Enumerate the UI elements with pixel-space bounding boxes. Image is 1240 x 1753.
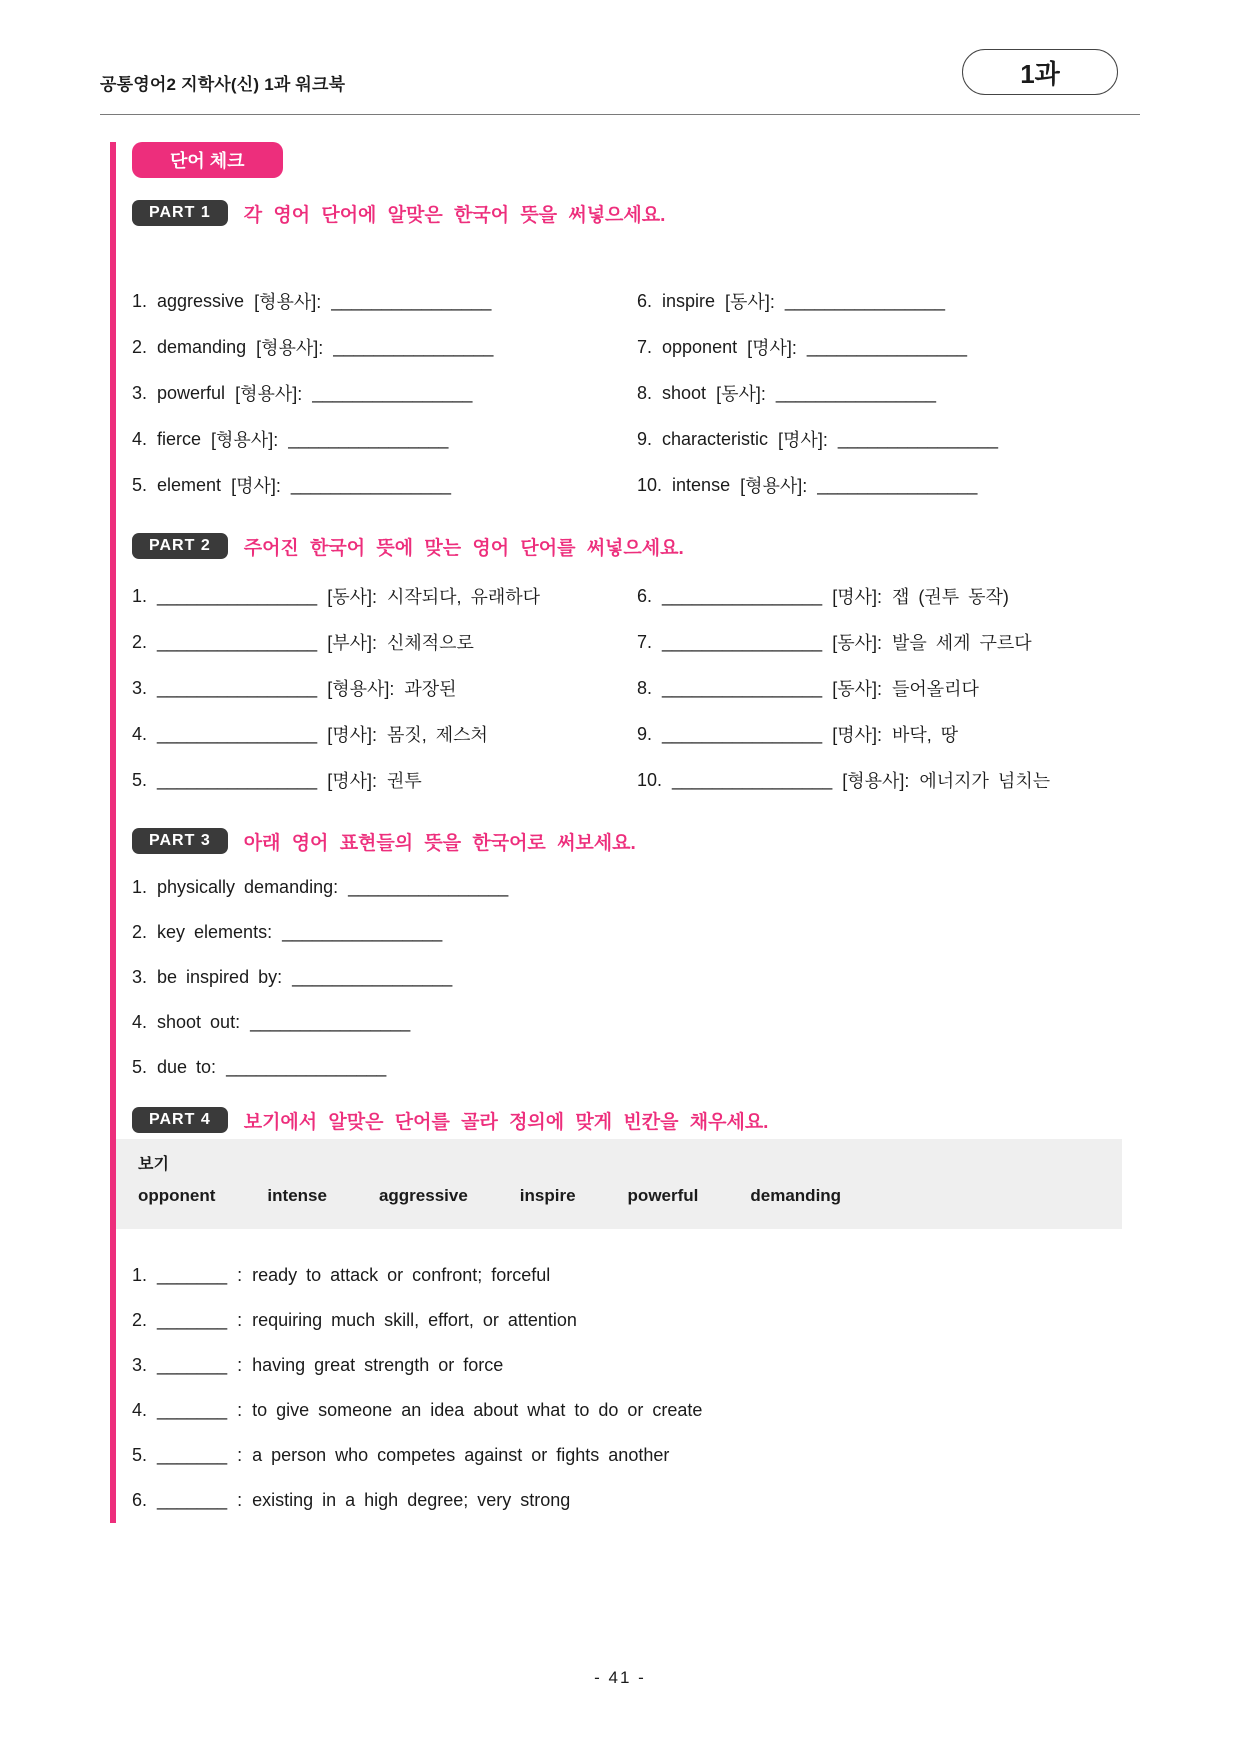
answer-blank: ________________ [662,585,823,606]
part3-item-4 [132,1000,1122,1045]
answer-blank: ________________ [662,677,823,698]
korean-meaning: 시작되다, 유래하다 [386,587,541,607]
part3-item-5 [132,1045,1122,1090]
part1-items [132,278,1122,508]
definition-text: ready to attack or confront; forceful [252,1265,551,1285]
part2-badge: PART 2 [132,533,228,559]
item-number: 4. [132,1012,148,1032]
answer-blank: ________________ [290,474,452,495]
korean-meaning: 잽 (권투 동작) [891,587,1009,607]
part1-item-7 [637,324,998,370]
definition-text: existing in a high degree; very strong [252,1490,571,1510]
word-bank-word: intense [267,1186,327,1205]
header-title: 공통영어2 지학사(신) 1과 워크북 [100,75,346,94]
answer-blank: ________________ [662,631,823,652]
part-of-speech: [동사]: [832,679,882,699]
definition-text: a person who competes against or fights another [252,1445,670,1465]
item-number: 1. [132,877,148,897]
item-number: 1. [132,290,148,311]
colon-separator: : [237,1355,243,1375]
vocab-word: opponent [662,336,738,357]
item-number: 3. [132,677,148,698]
part-of-speech: [동사]: [725,292,775,312]
part2-items [132,573,1122,803]
korean-meaning: 발을 세게 구르다 [891,633,1032,653]
item-number: 4. [132,1400,148,1420]
part-of-speech: [명사]: [327,771,377,791]
word-bank-word: demanding [750,1186,842,1205]
part4-item-5 [132,1433,1122,1478]
expression: be inspired by: [157,967,283,987]
item-number: 2. [132,922,148,942]
part2-header [132,531,1122,561]
word-bank-label: 보기 [138,1156,169,1173]
word-bank-word: inspire [519,1186,576,1205]
expression: key elements: [157,922,273,942]
part1-badge: PART 1 [132,200,228,226]
part3-instruction: 아래 영어 표현들의 뜻을 한국어로 써보세요. [243,832,636,854]
item-number: 1. [132,1265,148,1285]
korean-meaning: 과장된 [404,679,457,699]
answer-blank: ________________ [837,428,998,449]
item-number: 5. [132,1057,148,1077]
answer-blank: _______ [157,1355,228,1375]
part1-item-4 [132,416,637,462]
answer-blank: _______ [157,1265,228,1285]
answer-blank: ________________ [282,922,443,942]
part-of-speech: [명사]: [832,725,882,745]
part3-header [132,826,1122,856]
item-number: 7. [637,631,653,652]
part-of-speech: [명사]: [747,338,797,358]
part4-badge: PART 4 [132,1107,228,1133]
part2-right-column [637,573,1050,803]
part-of-speech: [동사]: [327,587,377,607]
unit-badge-label: 1과 [1020,58,1060,89]
definition-text: requiring much skill, effort, or attention [252,1310,577,1330]
part-of-speech: [형용사]: [254,292,322,312]
part2-item-2 [132,619,637,665]
expression: shoot out: [157,1012,241,1032]
part-of-speech: [동사]: [832,633,882,653]
part1-left-column [132,278,637,508]
answer-blank: ________________ [288,428,449,449]
answer-blank: _______ [157,1310,228,1330]
answer-blank: ________________ [672,769,833,790]
part2-item-10 [637,757,1050,803]
part1-header [132,198,1122,228]
item-number: 2. [132,336,148,357]
colon-separator: : [237,1490,243,1510]
item-number: 9. [637,428,653,449]
expression: physically demanding: [157,877,339,897]
answer-blank: ________________ [157,769,318,790]
item-number: 8. [637,677,653,698]
part3-badge: PART 3 [132,828,228,854]
part-of-speech: [부사]: [327,633,377,653]
part-of-speech: [형용사]: [327,679,395,699]
part-of-speech: [형용사]: [211,430,279,450]
answer-blank: ________________ [250,1012,411,1032]
vocab-word: element [157,474,222,495]
korean-meaning: 바닥, 땅 [891,725,959,745]
part-of-speech: [명사]: [327,725,377,745]
part2-item-9 [637,711,1050,757]
part1-right-column [637,278,998,508]
item-number: 4. [132,428,148,449]
part1-item-2 [132,324,637,370]
part1-item-9 [637,416,998,462]
answer-blank: ________________ [662,723,823,744]
answer-blank: ________________ [157,677,318,698]
item-number: 2. [132,631,148,652]
item-number: 9. [637,723,653,744]
colon-separator: : [237,1265,243,1285]
part1-item-5 [132,462,637,508]
colon-separator: : [237,1445,243,1465]
vocab-word: demanding [157,336,247,357]
part1-item-3 [132,370,637,416]
colon-separator: : [237,1310,243,1330]
word-bank-word: aggressive [378,1186,468,1205]
item-number: 8. [637,382,653,403]
worksheet-content [110,142,1122,1523]
answer-blank: _______ [157,1445,228,1465]
part4-header [132,1105,1122,1135]
item-number: 1. [132,585,148,606]
item-number: 3. [132,382,148,403]
korean-meaning: 들어올리다 [891,679,979,699]
answer-blank: ________________ [806,336,968,357]
answer-blank: ________________ [331,290,492,311]
part4-item-4 [132,1388,1122,1433]
part3-item-3 [132,955,1122,1000]
part1-item-1 [132,278,637,324]
item-number: 5. [132,1445,148,1465]
definition-text: having great strength or force [252,1355,504,1375]
word-bank-word: opponent [138,1186,216,1205]
vocab-word: powerful [157,382,226,403]
answer-blank: ________________ [817,474,978,495]
answer-blank: ________________ [157,723,318,744]
page-number: - 41 - [594,1668,646,1687]
part-of-speech: [형용사]: [235,384,303,404]
vocab-word: intense [672,474,731,495]
answer-blank: _______ [157,1400,228,1420]
expression: due to: [157,1057,217,1077]
answer-blank: _______ [157,1490,228,1510]
item-number: 10. [637,769,663,790]
part-of-speech: [형용사]: [740,476,808,496]
part4-items [132,1253,1122,1523]
item-number: 2. [132,1310,148,1330]
korean-meaning: 신체적으로 [386,633,474,653]
item-number: 7. [637,336,653,357]
vocab-word: fierce [157,428,202,449]
part4-instruction: 보기에서 알맞은 단어를 골라 정의에 맞게 빈칸을 채우세요. [243,1111,769,1133]
part-of-speech: [동사]: [716,384,766,404]
item-number: 4. [132,723,148,744]
part3-item-1 [132,865,1122,910]
part-of-speech: [형용사]: [256,338,324,358]
item-number: 5. [132,474,148,495]
answer-blank: ________________ [348,877,509,897]
part2-item-3 [132,665,637,711]
word-bank-word: powerful [627,1186,699,1205]
part2-item-7 [637,619,1050,665]
korean-meaning: 에너지가 넘치는 [919,771,1051,791]
part1-instruction: 각 영어 단어에 알맞은 한국어 뜻을 써넣으세요. [243,204,666,226]
vocab-word: shoot [662,382,707,403]
answer-blank: ________________ [333,336,494,357]
word-bank-box [116,1139,1122,1229]
part4-item-2 [132,1298,1122,1343]
item-number: 6. [637,290,653,311]
item-number: 6. [132,1490,148,1510]
answer-blank: ________________ [292,967,453,987]
part2-left-column [132,573,637,803]
part4-item-1 [132,1253,1122,1298]
part3-items [132,865,1122,1090]
item-number: 10. [637,474,663,495]
korean-meaning: 권투 [386,771,422,791]
item-number: 6. [637,585,653,606]
part2-item-6 [637,573,1050,619]
item-number: 3. [132,967,148,987]
answer-blank: ________________ [784,290,945,311]
korean-meaning: 몸짓, 제스처 [386,725,488,745]
part2-item-1 [132,573,637,619]
vocab-word: aggressive [157,290,245,311]
part1-item-8 [637,370,998,416]
part4-item-6 [132,1478,1122,1523]
part-of-speech: [명사]: [778,430,828,450]
answer-blank: ________________ [312,382,473,403]
header-divider [100,114,1140,115]
part-of-speech: [형용사]: [842,771,910,791]
part-of-speech: [명사]: [231,476,281,496]
item-number: 3. [132,1355,148,1375]
section-title-badge: 단어 체크 [132,142,283,178]
definition-text: to give someone an idea about what to do or create [252,1400,703,1420]
answer-blank: ________________ [157,585,318,606]
item-number: 5. [132,769,148,790]
part1-item-6 [637,278,998,324]
answer-blank: ________________ [157,631,318,652]
vocab-word: characteristic [662,428,769,449]
part1-item-10 [637,462,998,508]
vocab-word: inspire [662,290,716,311]
part-of-speech: [명사]: [832,587,882,607]
part2-item-4 [132,711,637,757]
colon-separator: : [237,1400,243,1420]
part2-instruction: 주어진 한국어 뜻에 맞는 영어 단어를 써넣으세요. [243,537,684,559]
part4-item-3 [132,1343,1122,1388]
part2-item-5 [132,757,637,803]
answer-blank: ________________ [775,382,937,403]
word-bank-words [138,1186,1100,1206]
unit-badge [962,49,1118,95]
part2-item-8 [637,665,1050,711]
part3-item-2 [132,910,1122,955]
answer-blank: ________________ [226,1057,387,1077]
